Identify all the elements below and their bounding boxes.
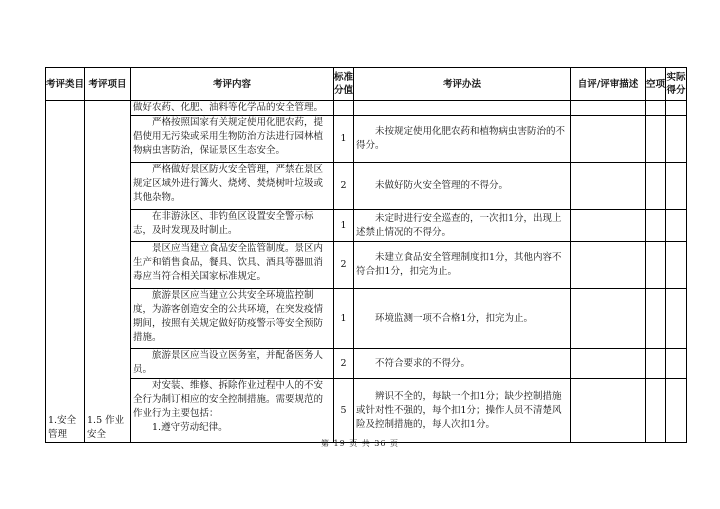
page-number-footer: 第 19 页 共 36 页 bbox=[320, 439, 400, 448]
self-review-cell bbox=[571, 242, 646, 289]
method-cell: 辨识不全的，每缺一个扣1分；缺少控制措施或针对性不强的，每个扣1分；操作人员不清楚风险及控制措施的，每人次扣1分。 bbox=[354, 379, 571, 443]
score-cell: 2 bbox=[334, 349, 354, 379]
blank-cell bbox=[646, 349, 666, 379]
actual-score-cell bbox=[666, 379, 687, 443]
content-cell: 在非游泳区、非钓鱼区设置安全警示标志，及时发现及时制止。 bbox=[131, 210, 334, 242]
table-row bbox=[46, 379, 687, 443]
category-cell: 1.安全管理 bbox=[46, 101, 85, 443]
score-cell: 1 bbox=[334, 116, 354, 163]
table-row bbox=[46, 101, 687, 116]
method-cell bbox=[354, 101, 571, 116]
method-cell: 环境监测一项不合格1分，扣完为止。 bbox=[354, 289, 571, 349]
self-review-cell bbox=[571, 379, 646, 443]
self-review-cell bbox=[571, 210, 646, 242]
header-category: 考评类目 bbox=[46, 68, 85, 101]
method-cell: 未做好防火安全管理的不得分。 bbox=[354, 163, 571, 210]
score-cell: 1 bbox=[334, 289, 354, 349]
score-cell bbox=[334, 101, 354, 116]
blank-cell bbox=[646, 116, 666, 163]
header-content: 考评内容 bbox=[131, 68, 334, 101]
blank-cell bbox=[646, 289, 666, 349]
header-score: 标准分值 bbox=[334, 68, 354, 101]
content-cell: 做好农药、化肥、油料等化学品的安全管理。 bbox=[131, 101, 334, 116]
self-review-cell bbox=[571, 101, 646, 116]
item-cell: 1.5 作业安全 bbox=[85, 101, 131, 443]
header-blank: 空项 bbox=[646, 68, 666, 101]
header-item: 考评项目 bbox=[85, 68, 131, 101]
score-cell: 1 bbox=[334, 210, 354, 242]
method-cell: 未定时进行安全巡查的，一次扣1分，出现上述禁止情况的不得分。 bbox=[354, 210, 571, 242]
content-subitem: 1.遵守劳动纪律。 bbox=[152, 422, 228, 433]
blank-cell bbox=[646, 242, 666, 289]
evaluation-table bbox=[45, 67, 687, 443]
content-text: 对安装、维修、拆除作业过程中人的不安全行为制订相应的安全控制措施。需要规范的作业行为主要包括： bbox=[133, 380, 324, 419]
actual-score-cell bbox=[666, 101, 687, 116]
header-actual-score: 实际得分 bbox=[666, 68, 687, 101]
table-row bbox=[46, 289, 687, 349]
method-cell: 不符合要求的不得分。 bbox=[354, 349, 571, 379]
table-row bbox=[46, 210, 687, 242]
self-review-cell bbox=[571, 163, 646, 210]
header-self-review: 自评/评审描述 bbox=[571, 68, 646, 101]
score-cell: 2 bbox=[334, 242, 354, 289]
header-method: 考评办法 bbox=[354, 68, 571, 101]
content-cell: 严格按照国家有关规定使用化肥农药，提倡使用无污染或采用生物防治方法进行园林植物病虫害防治，保证景区生态安全。 bbox=[131, 116, 334, 163]
table-header-row bbox=[46, 68, 687, 101]
blank-cell bbox=[646, 101, 666, 116]
table-row bbox=[46, 349, 687, 379]
content-cell: 景区应当建立食品安全监管制度。景区内生产和销售食品，餐具、饮具、酒具等器皿消毒应当符合相关国家标准规定。 bbox=[131, 242, 334, 289]
score-cell: 2 bbox=[334, 163, 354, 210]
method-cell: 未建立食品安全管理制度扣1分，其他内容不符合扣1分，扣完为止。 bbox=[354, 242, 571, 289]
actual-score-cell bbox=[666, 289, 687, 349]
blank-cell bbox=[646, 379, 666, 443]
table-row bbox=[46, 116, 687, 163]
actual-score-cell bbox=[666, 242, 687, 289]
blank-cell bbox=[646, 163, 666, 210]
actual-score-cell bbox=[666, 163, 687, 210]
blank-cell bbox=[646, 210, 666, 242]
table-row bbox=[46, 163, 687, 210]
actual-score-cell bbox=[666, 210, 687, 242]
content-cell: 旅游景区应当设立医务室，并配备医务人员。 bbox=[131, 349, 334, 379]
content-cell: 严格做好景区防火安全管理，严禁在景区规定区域外进行篝火、烧烤、焚烧树叶垃圾或其他杂物。 bbox=[131, 163, 334, 210]
table-row bbox=[46, 242, 687, 289]
content-cell bbox=[131, 379, 334, 443]
actual-score-cell bbox=[666, 349, 687, 379]
self-review-cell bbox=[571, 116, 646, 163]
self-review-cell bbox=[571, 289, 646, 349]
self-review-cell bbox=[571, 349, 646, 379]
content-cell: 旅游景区应当建立公共安全环境监控制度，为游客创造安全的公共环境，在突发疫情期间，按照有关规定做好防疫警示等安全预防措施。 bbox=[131, 289, 334, 349]
actual-score-cell bbox=[666, 116, 687, 163]
method-cell: 未按规定使用化肥农药和植物病虫害防治的不得分。 bbox=[354, 116, 571, 163]
score-cell: 5 bbox=[334, 379, 354, 443]
